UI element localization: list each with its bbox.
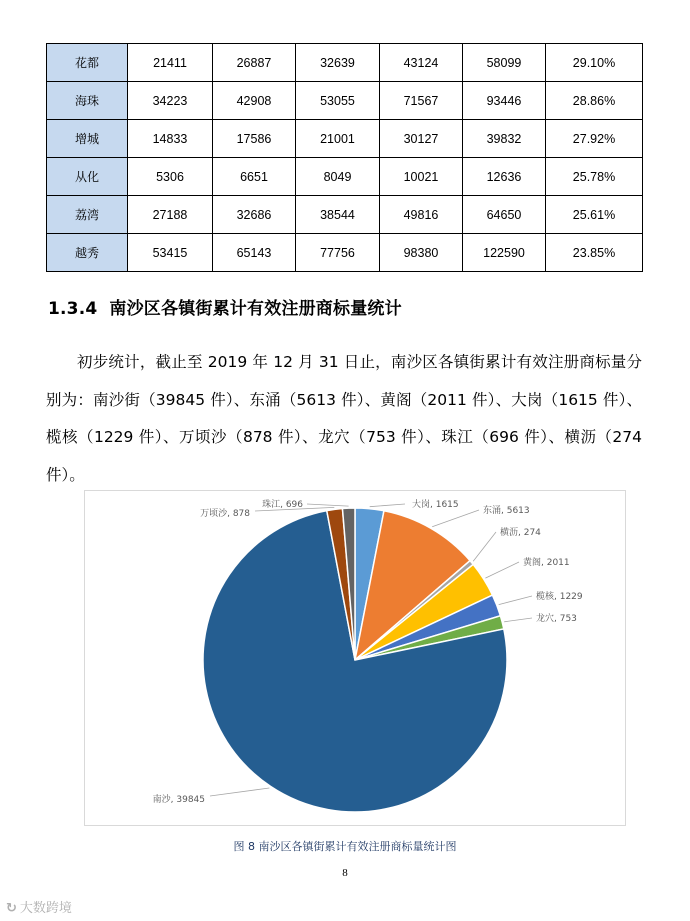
table-cell: 38544 [296,196,380,234]
leader-line [307,504,349,506]
watermark [6,897,72,916]
table-cell-rate: 29.10% [546,44,643,82]
table-row [47,120,643,158]
table-cell: 5306 [128,158,213,196]
table-cell-rate: 25.61% [546,196,643,234]
table-cell: 6651 [213,158,296,196]
section-heading [48,294,402,319]
figure-caption: 图 8 南沙区各镇街累计有效注册商标量统计图 [233,840,457,853]
pie-data-label: 东涌, 5613 [483,506,530,516]
page-number: 8 [342,867,348,879]
body-paragraph: 初步统计，截止至 2019 年 12 月 31 日止，南沙区各镇街累计有效注册商标量分别为：南沙街（39845 件）、东涌（5613 件）、黄阁（2011 件）、大岗（1615 件）、榄核（1229 件）、万顷沙（878 件）、龙穴（753 件）、珠江（696 件）、横沥（274 件）。 [46,353,642,484]
table-cell: 64650 [463,196,546,234]
table-row [47,234,643,272]
leader-line [432,510,479,527]
table-cell: 32686 [213,196,296,234]
town-data-table [46,43,643,272]
table-cell: 14833 [128,120,213,158]
table-cell: 42908 [213,82,296,120]
table-cell: 77756 [296,234,380,272]
table-cell: 98380 [380,234,463,272]
table-cell: 49816 [380,196,463,234]
table-cell: 122590 [463,234,546,272]
table-cell: 26887 [213,44,296,82]
table-cell: 21411 [128,44,213,82]
leader-line [210,788,269,796]
table-cell: 65143 [213,234,296,272]
table-row [47,44,643,82]
table-cell: 12636 [463,158,546,196]
table-cell-district: 越秀 [47,234,128,272]
leader-line [504,618,532,622]
pie-chart [85,491,625,825]
watermark-logo-icon: ↻ [6,901,17,916]
table-cell: 30127 [380,120,463,158]
pie-data-label: 榄核, 1229 [536,592,583,602]
table-cell: 27188 [128,196,213,234]
table-cell-district: 海珠 [47,82,128,120]
watermark-text: 大数跨境 [19,901,72,916]
table-cell-district: 花都 [47,44,128,82]
table-cell-rate: 23.85% [546,234,643,272]
table-cell: 17586 [213,120,296,158]
table-cell-rate: 25.78% [546,158,643,196]
table-cell-district: 增城 [47,120,128,158]
table-cell: 71567 [380,82,463,120]
table-cell: 53055 [296,82,380,120]
leader-line [485,562,519,578]
section-title: 南沙区各镇街累计有效注册商标量统计 [109,299,402,319]
pie-data-label: 珠江, 696 [262,500,303,510]
table-cell: 93446 [463,82,546,120]
pie-data-label: 黄阁, 2011 [523,558,570,568]
table-cell-rate: 28.86% [546,82,643,120]
leader-line [473,532,496,561]
leader-line [499,596,532,605]
table-cell-district: 荔湾 [47,196,128,234]
table-row [47,82,643,120]
table-cell: 10021 [380,158,463,196]
table-row [47,196,643,234]
pie-data-label: 万顷沙, 878 [200,509,250,519]
table-cell: 58099 [463,44,546,82]
leader-line [370,504,405,507]
section-number: 1.3.4 [48,299,98,319]
table-cell: 32639 [296,44,380,82]
pie-data-label: 横沥, 274 [500,528,541,538]
table-cell-rate: 27.92% [546,120,643,158]
pie-data-label: 南沙, 39845 [152,795,205,805]
table-cell: 53415 [128,234,213,272]
table-cell: 43124 [380,44,463,82]
pie-data-label: 龙穴, 753 [536,614,577,624]
pie-data-label: 大岗, 1615 [412,500,459,510]
pie-chart-frame [84,490,626,826]
table-cell: 39832 [463,120,546,158]
table-row [47,158,643,196]
table-cell-district: 从化 [47,158,128,196]
table-cell: 21001 [296,120,380,158]
table-cell: 8049 [296,158,380,196]
table-cell: 34223 [128,82,213,120]
